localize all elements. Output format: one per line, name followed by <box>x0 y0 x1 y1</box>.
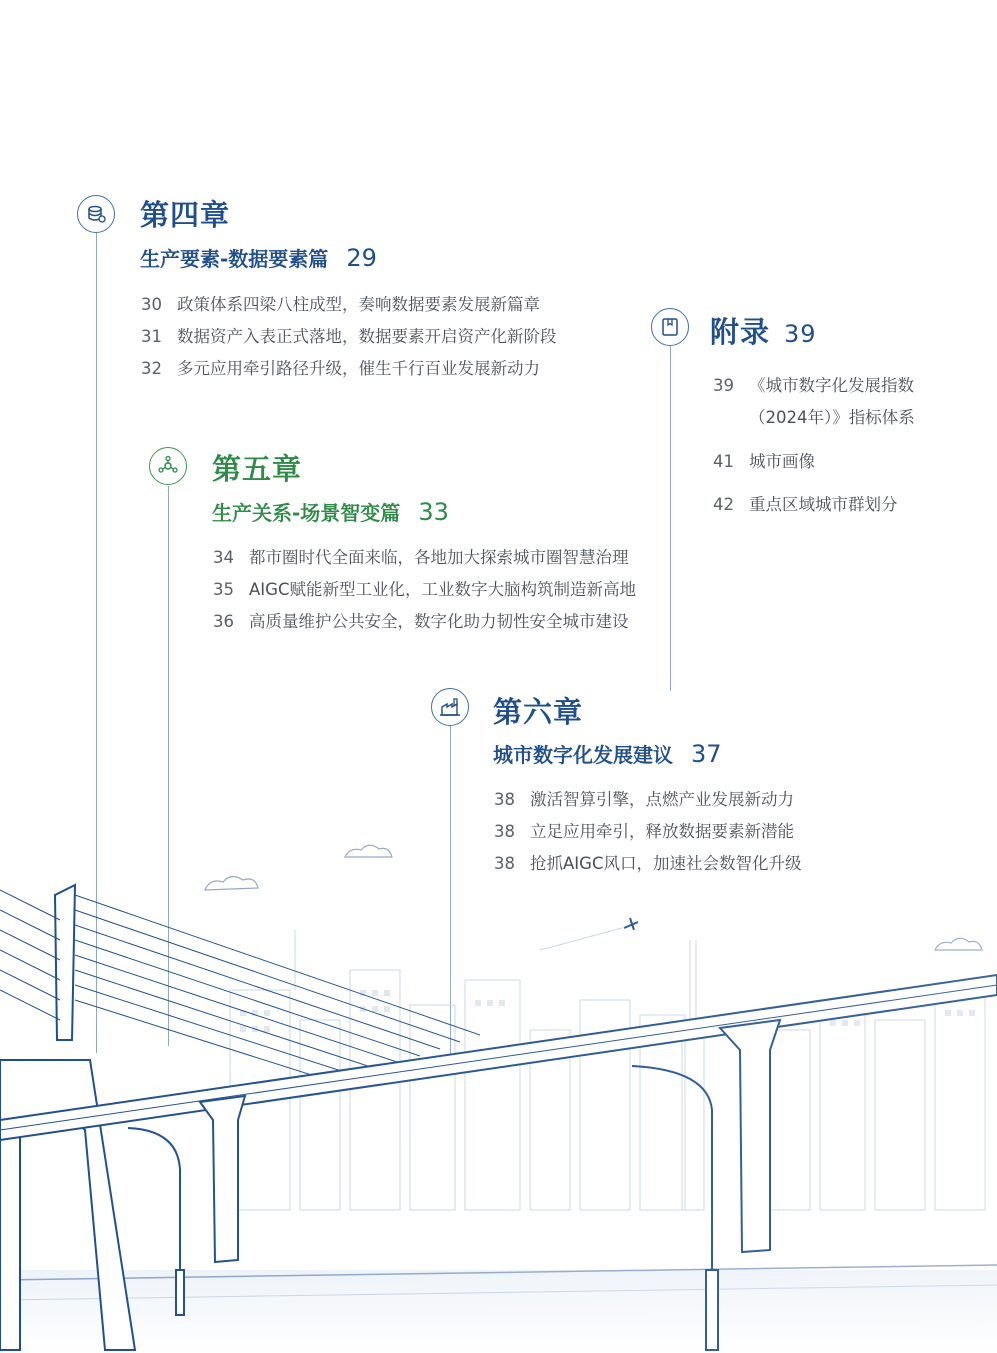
toc-entry[interactable] <box>494 818 794 842</box>
factory-icon <box>439 696 461 718</box>
toc-entry[interactable] <box>141 323 557 347</box>
chapter4-icon-badge <box>77 195 115 233</box>
toc-entry-title: 数据资产入表正式落地，数据要素开启资产化新阶段 <box>177 327 557 346</box>
toc-entry-title: 多元应用牵引路径升级，催生千行百业发展新动力 <box>177 359 540 378</box>
toc-entry-page: 38 <box>494 854 515 873</box>
toc-entry-title: 都市圈时代全面来临，各地加大探索城市圈智慧治理 <box>249 548 629 567</box>
chapter5-subtitle-text: 生产关系-场景智变篇 <box>212 501 401 525</box>
toc-entry-title: 抢抓AIGC风口，加速社会数智化升级 <box>530 854 802 873</box>
toc-entry[interactable] <box>213 576 636 600</box>
chapter4-subtitle-text: 生产要素-数据要素篇 <box>140 247 329 271</box>
database-icon <box>86 204 106 224</box>
toc-entry-page: 38 <box>494 790 515 809</box>
toc-entry[interactable] <box>213 544 629 568</box>
appendix-page-number: 39 <box>784 320 817 348</box>
chapter4-title: 第四章 <box>140 198 231 232</box>
chapter5-icon-badge <box>149 447 187 485</box>
chapter6-subtitle[interactable] <box>493 739 722 768</box>
chapter6-subtitle-text: 城市数字化发展建议 <box>493 743 673 767</box>
toc-entry-title: 激活智算引擎，点燃产业发展新动力 <box>530 790 794 809</box>
toc-entry[interactable] <box>141 291 540 315</box>
toc-entry-title: 《城市数字化发展指数 <box>749 376 914 395</box>
toc-entry[interactable] <box>141 355 540 379</box>
toc-entry-page: 39 <box>713 376 734 395</box>
toc-entry-title: 高质量维护公共安全，数字化助力韧性安全城市建设 <box>249 612 629 631</box>
appendix-connector-line <box>670 346 671 691</box>
toc-entry[interactable] <box>713 491 898 515</box>
network-nodes-icon <box>157 455 179 477</box>
appendix-icon-badge <box>651 308 689 346</box>
chapter6-page-number: 37 <box>691 740 722 768</box>
toc-entry[interactable] <box>494 786 794 810</box>
toc-entry[interactable] <box>213 608 629 632</box>
city-bridge-illustration <box>0 830 997 1353</box>
toc-entry-page: 34 <box>213 548 234 567</box>
chapter5-page-number: 33 <box>418 498 449 526</box>
toc-entry[interactable] <box>713 448 815 472</box>
toc-entry[interactable] <box>713 372 914 396</box>
toc-entry-page: 36 <box>213 612 234 631</box>
toc-entry-page: 42 <box>713 495 734 514</box>
appendix-title[interactable] <box>710 310 817 351</box>
toc-entry-page: 31 <box>141 327 162 346</box>
toc-entry-title: AIGC赋能新型工业化，工业数字大脑构筑制造新高地 <box>249 580 636 599</box>
toc-entry-page: 30 <box>141 295 162 314</box>
toc-entry-page: 38 <box>494 822 515 841</box>
toc-entry-title: 政策体系四梁八柱成型，奏响数据要素发展新篇章 <box>177 295 540 314</box>
toc-entry-title: 城市画像 <box>749 452 815 471</box>
toc-entry-title: 立足应用牵引，释放数据要素新潜能 <box>530 822 794 841</box>
chapter5-title: 第五章 <box>212 452 303 486</box>
chapter6-title: 第六章 <box>493 695 584 729</box>
toc-entry-page: 41 <box>713 452 734 471</box>
chapter4-subtitle[interactable] <box>140 243 377 272</box>
appendix-title-text: 附录 <box>710 315 771 349</box>
toc-entry-title: 重点区域城市群划分 <box>749 495 898 514</box>
toc-entry-page: 32 <box>141 359 162 378</box>
bookmark-icon <box>661 317 679 337</box>
toc-entry[interactable] <box>494 850 801 874</box>
chapter4-page-number: 29 <box>346 244 377 272</box>
chapter5-subtitle[interactable] <box>212 497 449 526</box>
chapter6-icon-badge <box>431 688 469 726</box>
toc-entry-continuation[interactable]: （2024年）》指标体系 <box>749 408 915 427</box>
toc-entry-page: 35 <box>213 580 234 599</box>
